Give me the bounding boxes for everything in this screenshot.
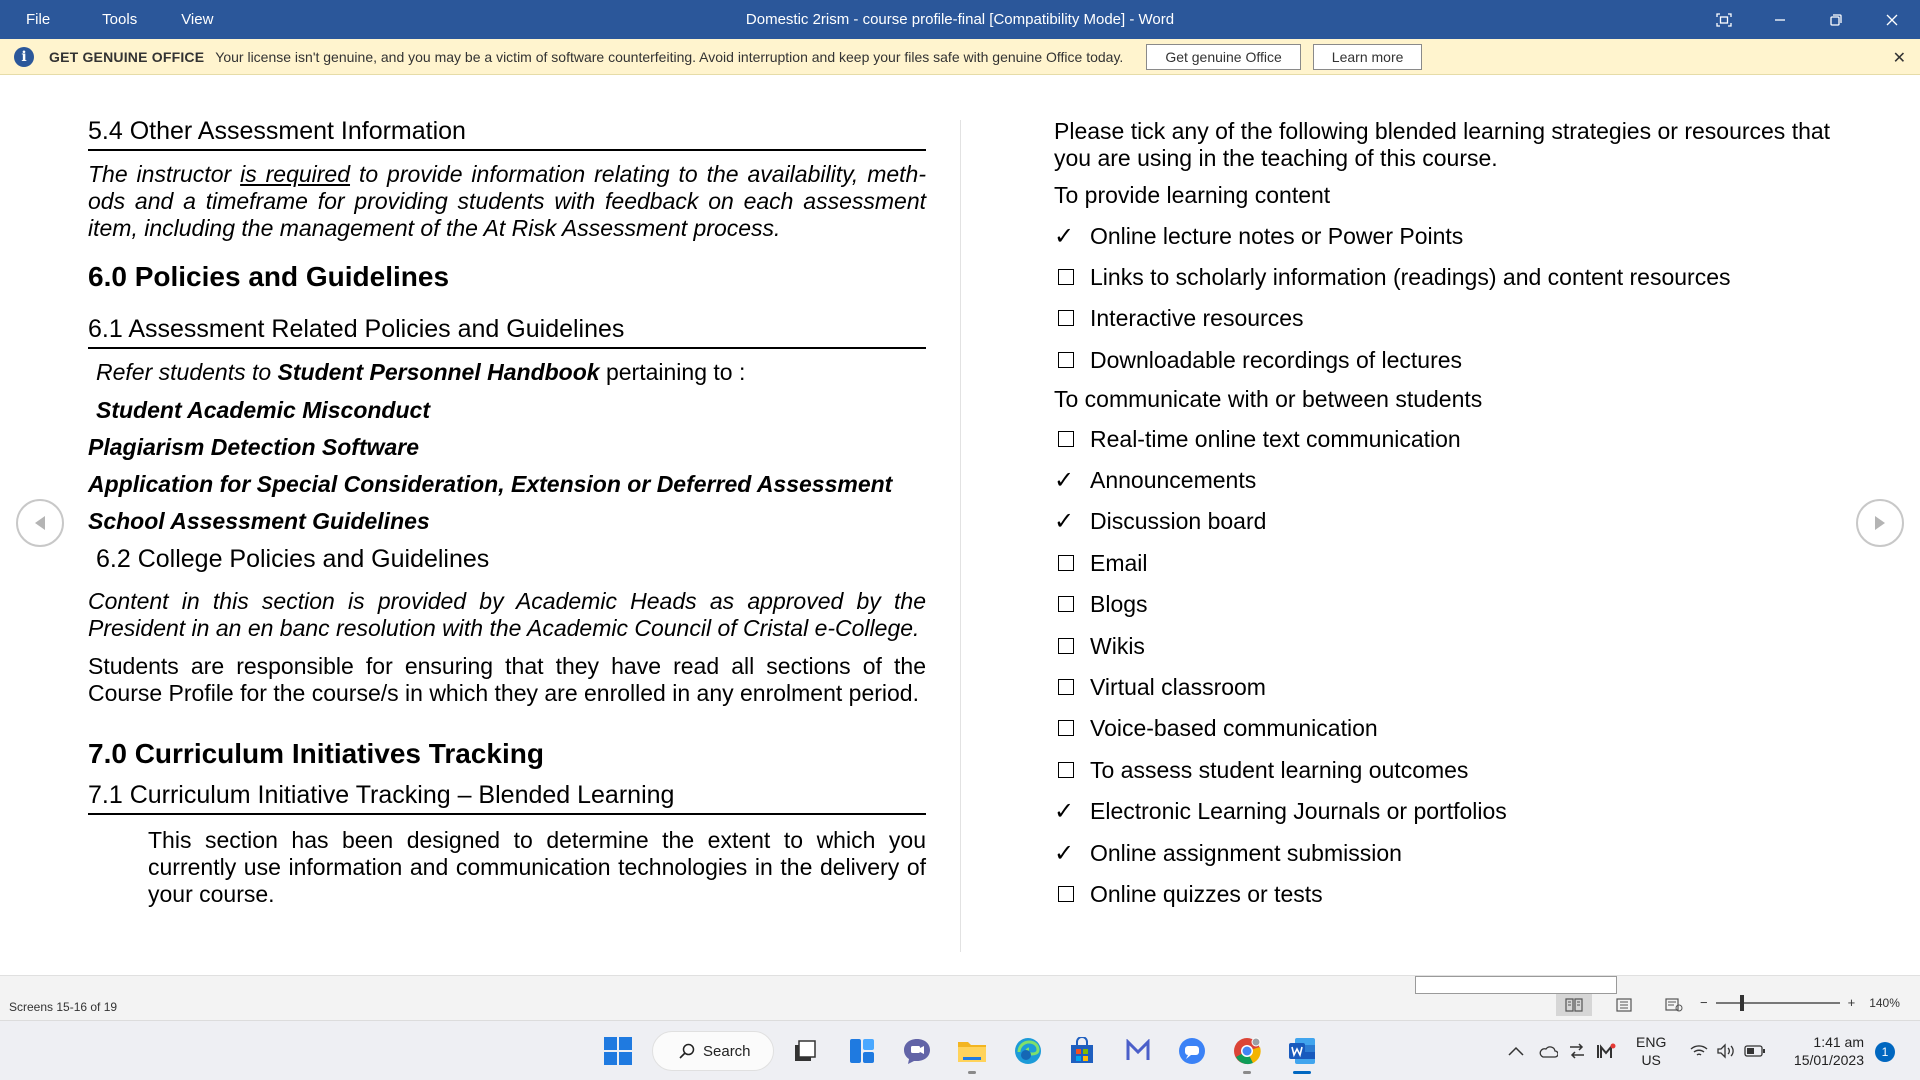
checklist-option[interactable]	[1054, 879, 1323, 909]
clock-date: 15/01/2023	[1793, 1052, 1864, 1068]
paragraph-6-2-students: Students are responsible for ensuring that they have read all sections of the Course Profile for the course/s in which they are enrolled in any enrolment period.	[88, 653, 926, 706]
checklist-option-label: Announcements	[1090, 466, 1257, 493]
required-underlined: is required	[240, 161, 351, 187]
taskbar	[0, 1020, 1920, 1080]
taskbar-search-label: Search	[703, 1042, 751, 1060]
checkmark-icon[interactable]: ✓	[1054, 797, 1075, 825]
checkbox-square	[1058, 638, 1074, 654]
checkbox-empty-icon[interactable]	[1054, 762, 1090, 778]
checklist-option-label: Interactive resources	[1090, 304, 1304, 331]
checkbox-empty-icon[interactable]	[1054, 555, 1090, 571]
genuine-office-infobar	[0, 39, 1920, 75]
checklist-option-label: Voice-based communication	[1090, 714, 1378, 741]
get-genuine-office-button[interactable]: Get genuine Office	[1146, 44, 1300, 70]
widgets-button[interactable]	[846, 1035, 878, 1067]
checkbox-empty-icon[interactable]	[1054, 638, 1090, 654]
edge-button[interactable]	[1012, 1035, 1044, 1067]
checklist-option-label: Downloadable recordings of lectures	[1090, 346, 1463, 373]
checkmark-icon[interactable]: ✓	[1054, 466, 1075, 494]
sync-icon[interactable]	[1568, 1043, 1586, 1059]
app-m-button[interactable]	[1122, 1035, 1154, 1067]
checkbox-empty-icon[interactable]	[1054, 596, 1090, 612]
task-view-button[interactable]	[789, 1035, 821, 1067]
checkbox-square	[1058, 352, 1074, 368]
checklist-option[interactable]	[1054, 262, 1731, 292]
heading-7-1: 7.1 Curriculum Initiative Tracking – Blended Learning	[88, 781, 926, 815]
heading-5-4: 5.4 Other Assessment Information	[88, 117, 926, 151]
windows-icon	[603, 1036, 633, 1066]
blended-learning-intro: Please tick any of the following blended learning strategies or resources that you are using in the teaching of this course.	[1054, 118, 1831, 171]
word-icon	[1287, 1036, 1317, 1066]
checkbox-empty-icon[interactable]	[1054, 886, 1090, 902]
web-layout-icon	[1665, 998, 1683, 1012]
menu-bar	[0, 0, 235, 39]
messenger-button[interactable]	[1176, 1035, 1208, 1067]
running-indicator	[1243, 1071, 1251, 1074]
file-explorer-button[interactable]	[956, 1035, 988, 1067]
status-icons[interactable]	[1690, 1021, 1766, 1080]
restore-button[interactable]	[1808, 0, 1864, 39]
checkbox-empty-icon[interactable]	[1054, 720, 1090, 736]
checkbox-empty-icon[interactable]	[1054, 679, 1090, 695]
volume-icon	[1716, 1043, 1736, 1059]
checkbox-square	[1058, 679, 1074, 695]
heading-6-1: 6.1 Assessment Related Policies and Guidelines	[88, 315, 926, 349]
read-mode-icon	[1565, 998, 1583, 1012]
arrow-right-icon	[1873, 515, 1887, 531]
checklist-option[interactable]	[1054, 713, 1378, 743]
page-divider	[960, 120, 961, 952]
checklist-option-label: Wikis	[1090, 632, 1145, 659]
policy-item: Student Academic Misconduct	[96, 397, 430, 423]
checklist-option-label: Online quizzes or tests	[1090, 880, 1323, 907]
checklist-option[interactable]	[1054, 672, 1266, 702]
checklist-option[interactable]	[1054, 548, 1148, 578]
battery-icon	[1744, 1045, 1766, 1057]
web-layout-button[interactable]	[1656, 994, 1692, 1016]
heading-6-0: 6.0 Policies and Guidelines	[88, 261, 450, 292]
checkbox-empty-icon[interactable]	[1054, 310, 1090, 326]
checkbox-square	[1058, 269, 1074, 285]
checklist-option[interactable]	[1054, 424, 1461, 454]
widgets-icon	[848, 1037, 876, 1065]
checklist-option[interactable]	[1054, 303, 1303, 333]
checkbox-square	[1058, 555, 1074, 571]
arrow-left-icon	[33, 515, 47, 531]
close-button[interactable]	[1864, 0, 1920, 39]
clock-time: 1:41 am	[1813, 1034, 1864, 1050]
checklist-option[interactable]	[1054, 589, 1148, 619]
zoom-in-button[interactable]: +	[1847, 995, 1856, 1010]
zoom-slider-thumb[interactable]	[1740, 995, 1744, 1011]
paragraph-6-2: Content in this section is provided by Academic Heads as approved by the President in an en banc resolution with the Academic Council of Cristal e-College.	[88, 588, 926, 641]
checkbox-empty-icon[interactable]	[1054, 352, 1090, 368]
infobar-close-icon[interactable]: ✕	[1892, 50, 1906, 67]
focus-mode-button[interactable]	[1696, 0, 1752, 39]
checklist-option[interactable]	[1054, 755, 1468, 785]
minimize-button[interactable]	[1752, 0, 1808, 39]
title-bar	[0, 0, 1920, 39]
policy-item: Application for Special Consideration, Extension or Deferred Assessment	[88, 471, 893, 497]
subheading-learning-content: To provide learning content	[1054, 182, 1331, 208]
m-tray-icon[interactable]	[1596, 1043, 1616, 1059]
checklist-option[interactable]	[1054, 838, 1402, 868]
subheading-communicate: To communicate with or between students	[1054, 386, 1483, 412]
refer-paragraph: Refer students to Student Personnel Handbook pertaining to :	[96, 359, 746, 385]
chrome-icon	[1232, 1036, 1262, 1066]
window-title: Domestic 2rism - course profile-final [Compatibility Mode] - Word	[745, 11, 1175, 28]
minimize-icon	[1774, 14, 1786, 26]
checklist-option-label: Email	[1090, 549, 1148, 576]
info-icon: i	[14, 47, 34, 67]
checklist-option-label: Real-time online text communication	[1090, 425, 1461, 452]
checklist-option[interactable]	[1054, 345, 1462, 375]
running-indicator	[968, 1071, 976, 1074]
system-tray	[1508, 1021, 1616, 1080]
checklist-option[interactable]	[1054, 631, 1145, 661]
checklist-option-label: Virtual classroom	[1090, 673, 1266, 700]
onedrive-icon[interactable]	[1538, 1044, 1558, 1058]
infobar-heading: GET GENUINE OFFICE	[49, 48, 205, 65]
checklist-option-label: Online assignment submission	[1090, 839, 1402, 866]
paragraph-7-1: This section has been designed to determine the extent to which you currently use information and communication technologies in the delivery of your course.	[148, 827, 926, 907]
policy-item: School Assessment Guidelines	[88, 508, 430, 534]
task-view-icon	[792, 1038, 818, 1064]
store-icon	[1068, 1037, 1096, 1065]
heading-7-0: 7.0 Curriculum Initiatives Tracking	[88, 738, 544, 769]
checkbox-empty-icon[interactable]	[1054, 269, 1090, 285]
previous-screen-button[interactable]	[16, 499, 64, 547]
infobar-message: Your license isn't genuine, and you may be a victim of software counterfeiting. Avoid interruption and keep your files safe with genuine Office today.	[215, 48, 1124, 65]
focus-mode-icon	[1716, 13, 1732, 27]
next-screen-button[interactable]	[1856, 499, 1904, 547]
menu-file[interactable]: File	[26, 11, 51, 28]
close-icon	[1886, 14, 1898, 26]
edge-icon	[1013, 1036, 1043, 1066]
menu-tools[interactable]: Tools	[102, 11, 138, 28]
handbook-name: Student Personnel Handbook	[277, 359, 600, 385]
zoom-control	[1700, 995, 1900, 1010]
wifi-icon	[1690, 1044, 1708, 1058]
checklist-option-label: Electronic Learning Journals or portfolios	[1090, 797, 1507, 824]
clock[interactable]	[1784, 1033, 1864, 1069]
chrome-button[interactable]	[1231, 1035, 1263, 1067]
messenger-icon	[1177, 1036, 1207, 1066]
zoom-level[interactable]: 140%	[1869, 995, 1900, 1010]
zoom-out-button[interactable]: −	[1700, 995, 1708, 1010]
zoom-slider[interactable]	[1716, 1002, 1840, 1004]
checkmark-icon[interactable]: ✓	[1054, 507, 1075, 535]
checkbox-square	[1058, 431, 1074, 447]
window-controls	[1696, 0, 1920, 39]
checkbox-square	[1058, 310, 1074, 326]
store-button[interactable]	[1066, 1035, 1098, 1067]
restore-icon	[1830, 14, 1842, 26]
folder-icon	[957, 1038, 987, 1064]
word-button[interactable]	[1286, 1035, 1318, 1067]
checkmark-icon[interactable]: ✓	[1054, 222, 1075, 250]
checkbox-square	[1058, 720, 1074, 736]
document-area	[0, 75, 1920, 975]
checklist-option-label: Blogs	[1090, 590, 1148, 617]
paragraph-5-4: The instructor is required to provide information relating to the availability, methods and a timeframe for providing students with feedback on each assessment item, including the management of the At Risk Assessment process.	[88, 161, 927, 241]
chevron-up-icon[interactable]	[1508, 1046, 1524, 1056]
view-buttons	[1556, 994, 1692, 1016]
read-mode-button[interactable]	[1556, 994, 1592, 1016]
checkbox-square	[1058, 596, 1074, 612]
checkbox-empty-icon[interactable]	[1054, 431, 1090, 447]
checklist-option[interactable]	[1054, 465, 1256, 495]
menu-view[interactable]: View	[181, 11, 214, 28]
checkbox-square	[1058, 762, 1074, 778]
search-icon	[679, 1043, 695, 1059]
chat-icon	[902, 1037, 932, 1065]
teams-chat-button[interactable]	[901, 1035, 933, 1067]
start-button[interactable]	[602, 1035, 634, 1067]
horizontal-scrollbar[interactable]	[1415, 976, 1617, 994]
checklist-option[interactable]	[1054, 506, 1266, 536]
heading-6-2: 6.2 College Policies and Guidelines	[96, 545, 490, 573]
checklist-option-label: Online lecture notes or Power Points	[1090, 222, 1464, 249]
checklist-option-label: To assess student learning outcomes	[1090, 756, 1469, 783]
checkbox-square	[1058, 886, 1074, 902]
taskbar-search[interactable]	[652, 1031, 774, 1071]
checklist-option[interactable]	[1054, 221, 1463, 251]
learn-more-button[interactable]: Learn more	[1313, 44, 1423, 70]
policy-item: Plagiarism Detection Software	[88, 434, 420, 460]
print-layout-button[interactable]	[1606, 994, 1642, 1016]
print-layout-icon	[1616, 998, 1632, 1012]
checklist-option[interactable]	[1054, 796, 1507, 826]
checklist-option-label: Links to scholarly information (readings) and content resources	[1090, 263, 1731, 290]
status-bar	[0, 975, 1920, 1020]
screen-count: Screens 15-16 of 19	[9, 1000, 118, 1014]
checklist-option-label: Discussion board	[1090, 507, 1267, 534]
m-app-icon	[1125, 1039, 1151, 1063]
active-app-indicator	[1293, 1071, 1311, 1074]
input-language[interactable]: ENG US	[1636, 1034, 1667, 1068]
checkmark-icon[interactable]: ✓	[1054, 839, 1075, 867]
notification-badge[interactable]: 1	[1875, 1042, 1895, 1062]
